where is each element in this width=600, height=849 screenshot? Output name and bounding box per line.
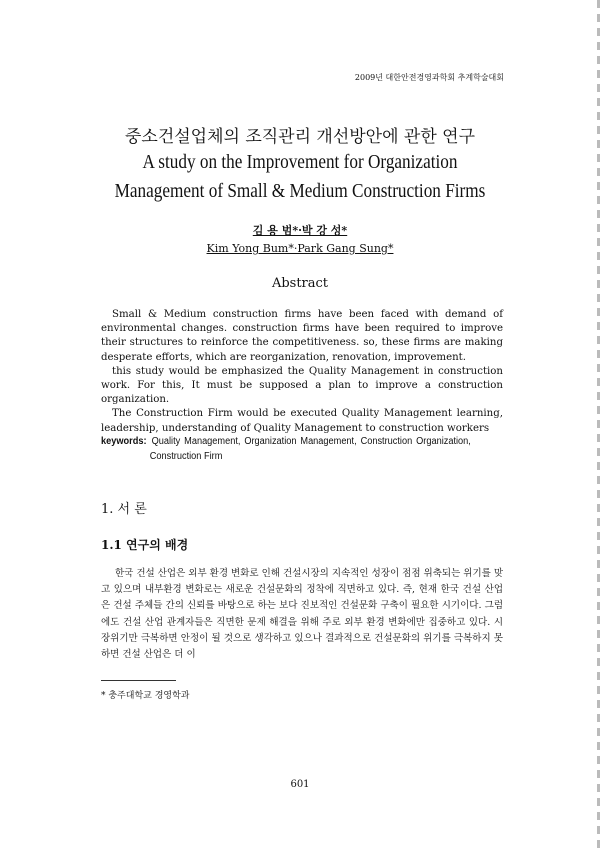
english-title-line1: A study on the Improvement for Organization [142,151,458,173]
keywords-label: keywords: [101,436,147,447]
conference-header: 2009년 대한안전경영과학회 추계학술대회 [354,73,504,82]
korean-title: 중소건설업체의 조직관리 개선방안에 관한 연구 [124,127,476,147]
page-number: 601 [290,779,310,790]
abstract-body [101,308,503,436]
abstract-heading: Abstract [271,276,329,291]
english-title-line2: Management of Small & Medium Construction Firms [114,180,486,202]
body-paragraph: 한국 건설 산업은 외부 환경 변화로 인해 건설시장의 지속적인 성장이 점점 위축되는 위기를 맞고 있으며 내부환경 변화로는 새로운 건설문화의 정착에 직면하고 있다. 즉, 현재 한국 건설 산업은 건설 주체들 간의 신뢰를 바탕으로 하는 보다 진보적인 건설문화 구축이 필요한 시기이다. 그럼에도 건설 산업 관계자들은 직면한 문제 해결을 위해 주로 외부 환경 변화에만 집중하고 있다. 시장위기만 극복하면 안정이 될 것으로 생각하고 있으나 결과적으로 건설문화의 위기를 극복하지 못하면 건설 산업은 더 이 [101,568,503,661]
subsection-heading: 1.1 연구의 배경 [101,538,189,552]
keywords [101,434,471,464]
keywords-line1: Quality Management, Organization Management, Construction Organization, [151,436,471,447]
body-text [101,566,503,663]
footnote: * 충주대학교 경영학과 [101,691,190,701]
abstract-paragraph-2: this study would be emphasized the Quality Management in construction work. For this, It must be supposed a plan to improve a construction organization. [101,365,503,406]
section-heading: 1. 서 론 [101,502,147,517]
footnote-rule [101,680,176,681]
korean-authors: 김 용 범*·박 강 성* [252,224,348,237]
abstract-paragraph-1: Small & Medium construction firms have been faced with demand of environmental changes. construction firms have been required to improve their structures to reinforce the competitiveness. so, these firms are making desperate efforts, which are reorganization, renovation, improvement. [101,309,503,363]
abstract-paragraph-3: The Construction Firm would be executed Quality Management learning, leadership, understanding of Quality Management to construction workers [101,408,503,434]
keywords-line2: Construction Firm [149,451,223,462]
english-authors: Kim Yong Bum*·Park Gang Sung* [206,242,394,255]
